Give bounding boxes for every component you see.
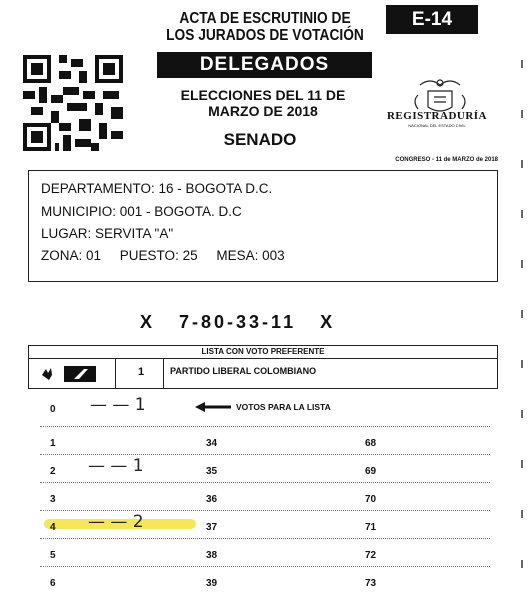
puesto-value: PUESTO: 25 (119, 248, 198, 263)
row-number: 70 (365, 494, 377, 505)
party-name: PARTIDO LIBERAL COLOMBIANO (170, 366, 317, 376)
row-number: 2 (50, 466, 56, 477)
row-number: 1 (50, 438, 56, 449)
row-number: 68 (365, 438, 377, 449)
row-number: 39 (206, 578, 218, 589)
qr-code (22, 55, 124, 151)
chamber-label: SENADO (223, 130, 297, 149)
elections-line1: ELECCIONES DEL 11 DE (180, 87, 346, 103)
handwritten-votes: — — 2 (88, 512, 144, 532)
row-number: 71 (365, 522, 377, 533)
form-title-line2: LOS JURADOS DE VOTACIÓN (166, 27, 364, 44)
row-number: 35 (206, 466, 218, 477)
row-number: 6 (50, 578, 56, 589)
arrow-left-icon (195, 402, 231, 412)
congreso-note: CONGRESO - 11 de MARZO de 2018 (395, 157, 498, 163)
municipio-line: MUNICIPIO: 001 - BOGOTA. D.C (41, 204, 242, 219)
row-number: 38 (206, 550, 218, 561)
liberal-party-logo-icon (38, 363, 110, 385)
row-number: 69 (365, 466, 377, 477)
row-number: 5 (50, 550, 56, 561)
lugar-line: LUGAR: SERVITA "A" (41, 226, 174, 241)
zona-puesto-mesa-line (41, 248, 481, 263)
row-number: 72 (365, 550, 377, 561)
registraduria-name: REGISTRADURÍA (386, 110, 488, 122)
delegados-badge: DELEGADOS (157, 52, 372, 78)
row-number: 4 (50, 522, 56, 533)
departamento-line: DEPARTAMENTO: 16 - BOGOTA D.C. (41, 181, 273, 196)
row-number: 0 (50, 404, 56, 415)
form-title-line1: ACTA DE ESCRUTINIO DE (179, 10, 351, 27)
handwritten-votes: — — 1 (88, 456, 144, 476)
elections-label (158, 87, 368, 119)
row-number: 36 (206, 494, 218, 505)
barcode-text: X 7-80-33-11 X (140, 312, 336, 332)
mesa-value: MESA: 003 (216, 248, 285, 263)
elections-line2: MARZO DE 2018 (208, 103, 318, 119)
row-number: 37 (206, 522, 218, 533)
registraduria-subtitle: NACIONAL DEL ESTADO CIVIL (408, 123, 466, 128)
votes-for-list-label: VOTOS PARA LA LISTA (236, 402, 331, 412)
scan-edge-marks (517, 0, 528, 594)
handwritten-votes: — — 1 (90, 395, 146, 415)
row-number: 34 (206, 438, 218, 449)
form-code-badge: E-14 (386, 5, 478, 34)
row-number: 73 (365, 578, 377, 589)
row-number: 3 (50, 494, 56, 505)
lista-header: LISTA CON VOTO PREFERENTE (28, 345, 498, 359)
party-number: 1 (138, 366, 145, 378)
location-box (28, 170, 498, 282)
zona-value: ZONA: 01 (41, 248, 102, 263)
